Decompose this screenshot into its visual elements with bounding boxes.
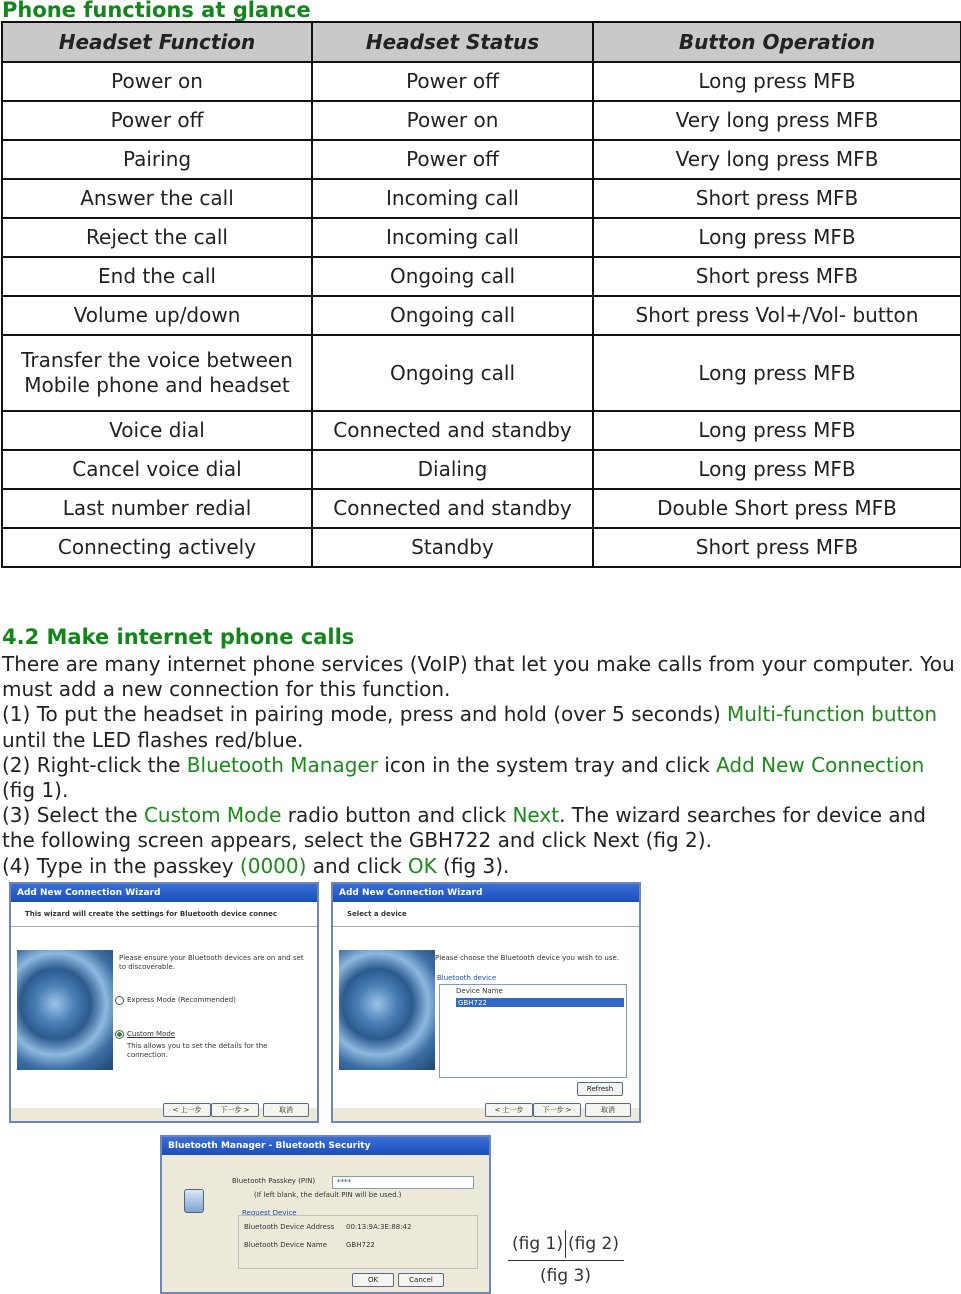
cell-function: Reject the call [2,218,312,257]
col-header-status: Headset Status [312,22,593,62]
fig1-next-button[interactable]: 下一步 > [211,1103,259,1117]
device-list-item-label: GBH722 [458,999,487,1007]
col-header-operation: Button Operation [593,22,961,62]
cell-status: Incoming call [312,179,593,218]
custom-mode-radio[interactable] [115,1030,124,1039]
step-4-text-c: and click [306,853,408,878]
table-row [2,62,961,101]
device-name-label: Bluetooth Device Name [244,1241,328,1249]
refresh-button[interactable]: Refresh [577,1082,623,1096]
fig1-wizard-window [9,882,319,1123]
fig2-wizard-window [331,882,641,1123]
fig2-titlebar: Add New Connection Wizard [333,884,639,902]
passkey-term: (0000) [239,853,307,878]
device-address-value: 00:13:9A:3E:88:42 [346,1223,412,1231]
caption-fig2: (fig 2) [568,1234,619,1254]
fig1-instructions: Please ensure your Bluetooth devices are on and set to discoverable. [119,954,304,971]
fig2-subtitle: Select a device [347,910,407,918]
fig3-ok-button[interactable]: OK [352,1273,394,1287]
device-list-item[interactable] [456,998,624,1007]
fig1-subtitle: This wizard will create the settings for Bluetooth device connec [25,910,277,918]
passkey-value: **** [337,1178,351,1186]
step-3 [2,803,957,853]
table-row [2,257,961,296]
step-1 [2,702,957,752]
step-2-text-c: icon in the system tray and click [377,752,717,777]
cell-operation: Very long press MFB [593,101,961,140]
ok-term: OK [407,853,437,878]
cell-operation: Very long press MFB [593,140,961,179]
cell-status: Ongoing call [312,335,593,411]
cell-function: Cancel voice dial [2,450,312,489]
fig1-divider [11,926,317,927]
cell-function: End the call [2,257,312,296]
caption-separator-vertical [565,1230,566,1258]
fig3-cancel-button[interactable]: Cancel [398,1273,444,1287]
step-3-text-c: radio button and click [281,803,513,828]
bluetooth-manager-term: Bluetooth Manager [186,752,378,777]
cell-status: Dialing [312,450,593,489]
step-1-text-c: until the LED flashes red/blue. [2,727,304,752]
phone-functions-table [1,21,961,568]
step-4 [2,854,957,879]
figure-captions [508,1232,626,1290]
cell-operation: Double Short press MFB [593,489,961,528]
step-2-text-e: (fig 1). [2,778,69,803]
caption-fig3: (fig 3) [540,1266,591,1286]
table-row [2,450,961,489]
table-row [2,489,961,528]
cell-function: Answer the call [2,179,312,218]
page-title: Phone functions at glance [2,0,311,22]
passkey-label: Bluetooth Passkey (PIN) [232,1177,316,1185]
device-name-value: GBH722 [346,1241,375,1249]
step-4-text-a: (4) Type in the passkey [2,853,240,878]
caption-fig1: (fig 1) [512,1234,563,1254]
table-row [2,296,961,335]
cell-status: Connected and standby [312,489,593,528]
passkey-input[interactable] [332,1176,474,1189]
cell-status: Ongoing call [312,296,593,335]
bluetooth-art-image [339,950,435,1070]
cell-operation: Long press MFB [593,450,961,489]
cell-operation: Long press MFB [593,411,961,450]
fig2-instructions: Please choose the Bluetooth device you wish to use. [435,954,620,962]
fig3-titlebar: Bluetooth Manager - Bluetooth Security [162,1137,489,1155]
cell-function: Voice dial [2,411,312,450]
cell-status: Ongoing call [312,257,593,296]
cell-operation: Short press Vol+/Vol- button [593,296,961,335]
table-header-row [2,22,961,62]
step-2-text-a: (2) Right-click the [2,752,187,777]
device-address-label: Bluetooth Device Address [244,1223,335,1231]
cell-operation: Short press MFB [593,257,961,296]
cell-function: Transfer the voice between Mobile phone and headset [2,335,312,411]
cell-function: Last number redial [2,489,312,528]
cell-operation: Short press MFB [593,179,961,218]
cell-status: Connected and standby [312,411,593,450]
cell-function: Power on [2,62,312,101]
col-header-function: Headset Function [2,22,312,62]
cell-status: Power on [312,101,593,140]
cell-function: Volume up/down [2,296,312,335]
cell-status: Incoming call [312,218,593,257]
step-4-text-e: (fig 3). [436,853,510,878]
section-heading: 4.2 Make internet phone calls [2,625,355,649]
request-device-group-label: Request Device [242,1209,297,1217]
cell-function: Pairing [2,140,312,179]
voip-section [2,622,957,879]
express-mode-label: Express Mode (Recommended) [127,996,236,1004]
bluetooth-art-image [17,950,113,1070]
cell-operation: Short press MFB [593,528,961,567]
multi-function-button-term: Multi-function button [726,702,938,727]
caption-separator-horizontal [508,1260,624,1261]
table-row [2,140,961,179]
fig1-cancel-button[interactable]: 取消 [263,1103,309,1117]
fig2-group-label: Bluetooth device [437,974,497,982]
fig2-divider [333,926,639,927]
add-new-connection-term: Add New Connection [716,752,925,777]
step-1-text-a: (1) To put the headset in pairing mode, press and hold (over 5 seconds) [2,702,727,727]
cell-operation: Long press MFB [593,218,961,257]
table-row [2,101,961,140]
step-3-text-e: . The wizard searches for device and the following screen appears, select the GBH722 and click Next (fig 2). [2,803,926,853]
fig2-cancel-button[interactable]: 取消 [585,1103,631,1117]
table-row [2,528,961,567]
cell-status: Standby [312,528,593,567]
intro-paragraph: There are many internet phone services (VoIP) that let you make calls from your computer. You must add a new connection for this function. [2,652,955,702]
passkey-hint: (If left blank, the default PIN will be used.) [254,1191,402,1199]
express-mode-radio[interactable] [115,996,124,1005]
security-key-icon [184,1189,204,1213]
table-row [2,179,961,218]
cell-status: Power off [312,62,593,101]
cell-function: Connecting actively [2,528,312,567]
table-row [2,335,961,411]
fig1-back-button[interactable]: < 上一步 [163,1103,211,1117]
cell-operation: Long press MFB [593,62,961,101]
cell-operation: Long press MFB [593,335,961,411]
fig2-next-button[interactable]: 下一步 > [533,1103,581,1117]
fig3-security-window [160,1135,491,1294]
fig1-titlebar: Add New Connection Wizard [11,884,317,902]
device-name-column-header: Device Name [456,987,503,995]
next-term: Next [512,803,560,828]
cell-function: Power off [2,101,312,140]
custom-mode-desc: This allows you to set the details for the connection. [127,1042,268,1059]
custom-mode-term: Custom Mode [143,803,282,828]
device-listbox[interactable] [439,984,627,1078]
fig2-back-button[interactable]: < 上一步 [485,1103,533,1117]
step-3-text-a: (3) Select the [2,803,144,828]
step-2 [2,753,957,803]
cell-status: Power off [312,140,593,179]
table-row [2,218,961,257]
table-row [2,411,961,450]
custom-mode-label: Custom Mode [127,1030,176,1038]
